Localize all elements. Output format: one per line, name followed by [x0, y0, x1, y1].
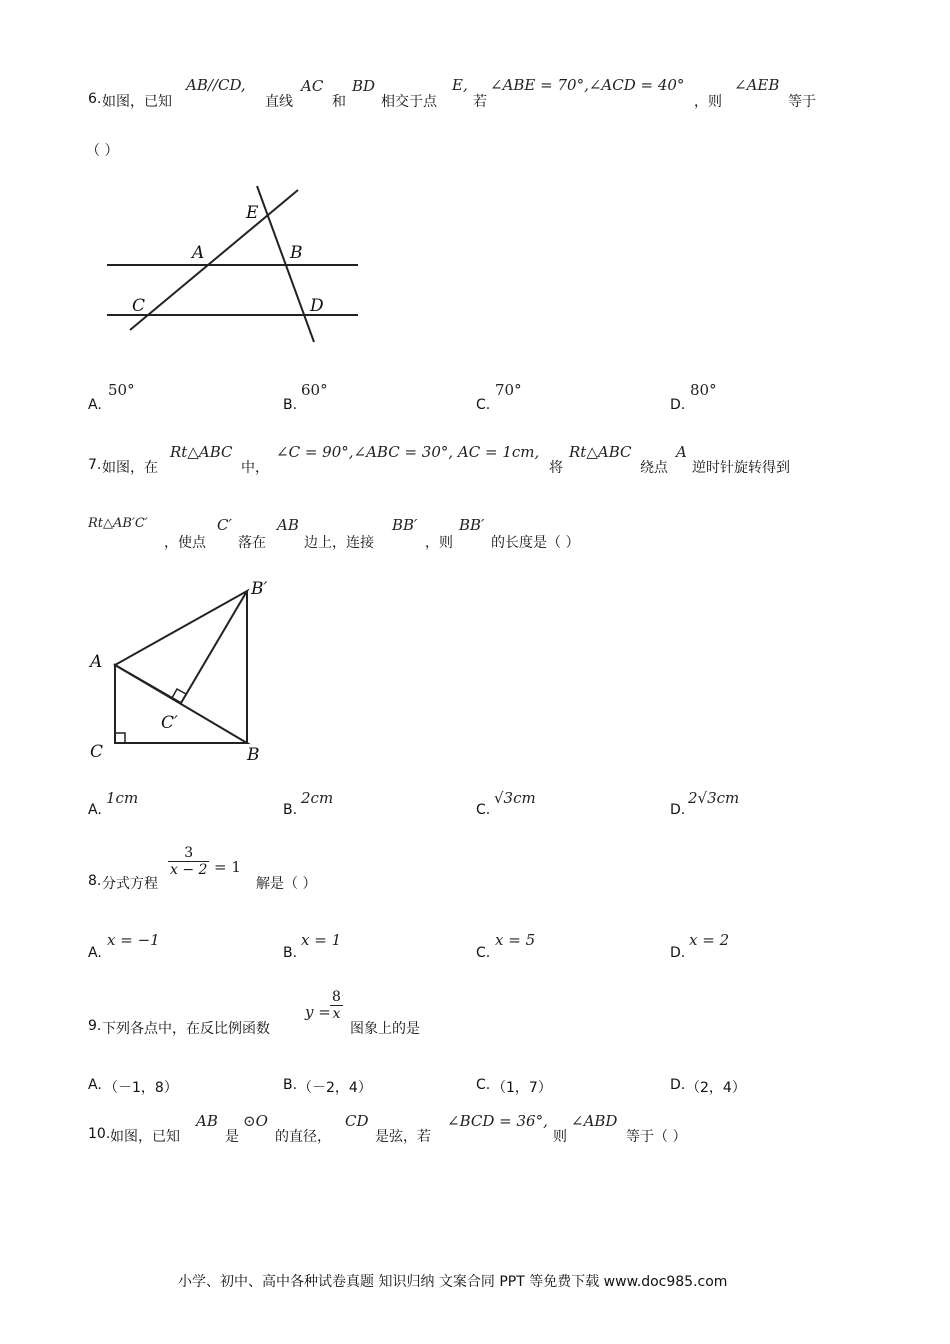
q8-option-b-value: x = 1: [301, 931, 342, 949]
q7-text-10: 的长度是（ ）: [491, 535, 580, 551]
q6-text-7: 等于: [788, 94, 816, 110]
q7-math-5: Rt△AB′C′: [88, 516, 148, 531]
q10-text-4: 是弦，若: [375, 1129, 431, 1145]
q7-option-a-letter: A.: [88, 802, 102, 818]
q7-text-1: 如图，在: [102, 460, 158, 476]
q7-text-3: 将: [549, 460, 563, 476]
q6-option-c-value: 70°: [495, 381, 522, 399]
q9-fraction: [330, 989, 343, 1022]
q9-option-c-value: （1，7）: [492, 1080, 552, 1096]
q10-math-2: ⊙O: [243, 1112, 268, 1130]
triangle-ab-prime-c-prime: [115, 591, 247, 703]
q8-fraction: [168, 845, 209, 878]
q8-option-d-value: x = 2: [689, 931, 730, 949]
q6-text-1: 如图，已知: [102, 94, 172, 110]
right-angle-mark-c: [115, 733, 125, 743]
q7-text-6: ，使点: [164, 535, 206, 551]
q6-option-b-letter: B.: [283, 397, 298, 413]
q6-number: 6.: [88, 91, 102, 107]
q7-option-d-letter: D.: [670, 802, 686, 818]
label-e: E: [246, 203, 259, 223]
q8-number: 8.: [88, 873, 102, 889]
q7-math-1: Rt△ABC: [170, 443, 233, 461]
q9-fraction-numerator: 8: [332, 989, 341, 1005]
q10-math-4: ∠BCD = 36°,: [447, 1112, 548, 1130]
q9-option-c-letter: C.: [476, 1077, 491, 1093]
q9-text-2: 图象上的是: [350, 1021, 420, 1037]
label-b: B: [290, 243, 303, 263]
q7-number: 7.: [88, 457, 102, 473]
q6-math-1: AB//CD,: [186, 76, 246, 94]
q6-option-a-letter: A.: [88, 397, 102, 413]
q7-text-8: 边上，连接: [304, 535, 374, 551]
q7-option-a-value: 1cm: [106, 789, 139, 807]
q8-option-a-value: x = −1: [107, 931, 160, 949]
q7-text-4: 绕点: [640, 460, 668, 476]
q9-option-a-letter: A.: [88, 1077, 102, 1093]
q10-text-1: 如图，已知: [110, 1129, 180, 1145]
q8-fraction-denominator: x − 2: [170, 862, 208, 878]
page-footer: 小学、初中、高中各种试卷真题 知识归纳 文案合同 PPT 等免费下载 www.doc985.com: [178, 1274, 728, 1290]
q8-option-c-value: x = 5: [495, 931, 536, 949]
q9-text-1: 下列各点中，在反比例函数: [102, 1021, 270, 1037]
q9-option-d-value: （2，4）: [686, 1080, 746, 1096]
q6-math-6: ∠AEB: [734, 76, 780, 94]
q7-option-b-value: 2cm: [301, 789, 334, 807]
label-d: D: [310, 296, 324, 316]
q6-option-d-value: 80°: [690, 381, 717, 399]
q6-option-b-value: 60°: [301, 381, 328, 399]
q10-number: 10.: [88, 1126, 111, 1142]
q6-figure: [100, 180, 370, 350]
label-b: B: [247, 745, 260, 765]
q10-math-5: ∠ABD: [571, 1112, 618, 1130]
q7-option-c-letter: C.: [476, 802, 491, 818]
q9-option-d-letter: D.: [670, 1077, 686, 1093]
q10-text-6: 等于（ ）: [626, 1129, 687, 1145]
q6-math-2: AC: [301, 77, 324, 95]
q6-math-4: E,: [452, 76, 468, 94]
q7-text-2: 中，: [241, 460, 269, 476]
q9-option-b-letter: B.: [283, 1077, 298, 1093]
label-a: A: [192, 243, 205, 263]
label-a: A: [90, 652, 103, 672]
q9-number: 9.: [88, 1018, 102, 1034]
label-c: C: [132, 296, 146, 316]
q6-text-2: 直线: [265, 94, 293, 110]
q10-text-3: 的直径，: [275, 1129, 331, 1145]
q6-math-5: ∠ABE = 70°,∠ACD = 40°: [490, 76, 685, 94]
q7-option-d-value: 2√3cm: [688, 789, 740, 807]
q7-math-3: Rt△ABC: [569, 443, 632, 461]
q9-option-b-value: （－2，4）: [298, 1080, 372, 1096]
q8-option-c-letter: C.: [476, 945, 491, 961]
label-b-prime: B′: [251, 579, 268, 599]
q7-text-5: 逆时针旋转得到: [692, 460, 790, 476]
q6-text-3: 和: [332, 94, 346, 110]
q10-text-2: 是: [225, 1129, 239, 1145]
q8-text-1: 分式方程: [102, 876, 158, 892]
q7-text-9: ，则: [425, 535, 453, 551]
q6-text-4: 相交于点: [381, 94, 437, 110]
q8-option-a-letter: A.: [88, 945, 102, 961]
q8-equals: = 1: [214, 858, 241, 876]
q7-text-7: 落在: [238, 535, 266, 551]
q9-fraction-denominator: x: [330, 1005, 343, 1022]
q6-option-c-letter: C.: [476, 397, 491, 413]
q6-text-5: 若: [473, 94, 487, 110]
q6-answer-paren: （ ）: [86, 143, 119, 159]
q7-math-8: BB′: [392, 516, 418, 534]
label-c: C: [90, 742, 104, 762]
q6-math-3: BD: [352, 77, 376, 95]
q9-option-a-value: （－1，8）: [104, 1080, 178, 1096]
q7-math-2: ∠C = 90°,∠ABC = 30°, AC = 1cm,: [276, 443, 540, 461]
q6-option-d-letter: D.: [670, 397, 686, 413]
q7-option-b-letter: B.: [283, 802, 298, 818]
q6-text-6: ，则: [694, 94, 722, 110]
line-ac: [130, 190, 298, 330]
q7-math-7: AB: [277, 516, 299, 534]
q7-figure: [85, 570, 285, 770]
q8-option-b-letter: B.: [283, 945, 298, 961]
q7-math-4: A: [676, 443, 687, 461]
q8-text-2: 解是（ ）: [256, 876, 317, 892]
q7-math-9: BB′: [459, 516, 485, 534]
q10-math-1: AB: [196, 1112, 218, 1130]
q10-math-3: CD: [345, 1112, 369, 1130]
label-c-prime: C′: [161, 713, 178, 733]
q10-text-5: 则: [553, 1129, 567, 1145]
q7-option-c-value: √3cm: [494, 789, 536, 807]
q8-fraction-numerator: 3: [184, 845, 194, 861]
q7-math-6: C′: [217, 516, 232, 534]
q6-option-a-value: 50°: [108, 381, 135, 399]
q8-option-d-letter: D.: [670, 945, 686, 961]
q9-lhs: y =: [305, 1003, 331, 1021]
